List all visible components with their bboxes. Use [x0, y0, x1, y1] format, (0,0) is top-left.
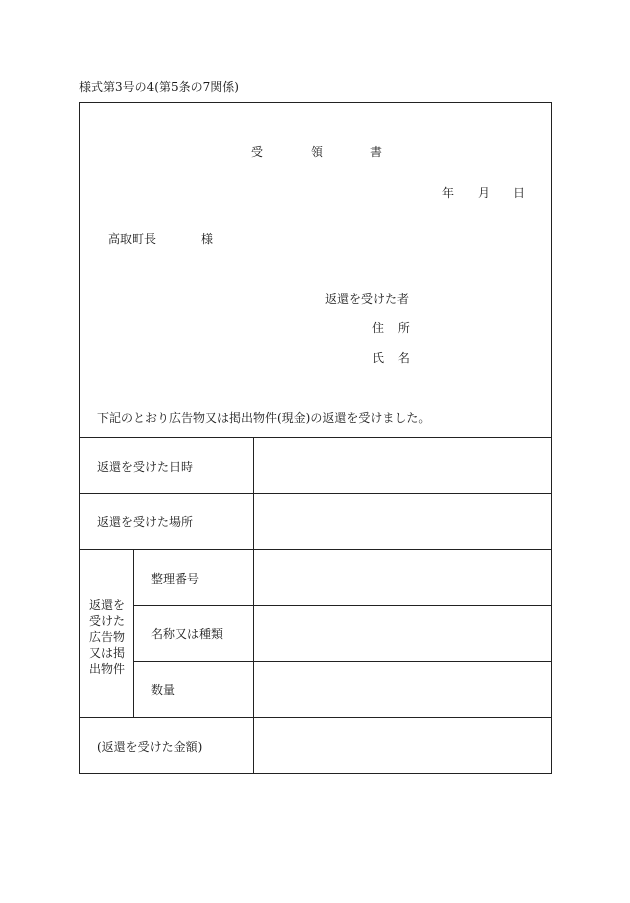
addressee-name: 高取町長 [108, 232, 157, 246]
row-label-datetime: 返還を受けた日時 [97, 460, 194, 474]
group-label-line-4: 又は掲 [88, 646, 125, 660]
group-label-line-3: 広告物 [88, 630, 125, 644]
title-char-2: 領 [311, 145, 324, 159]
title-char-3: 書 [370, 145, 383, 159]
group-label-line-2: 受けた [88, 614, 125, 628]
group-label-line-5: 出物件 [88, 662, 125, 676]
row-divider-5 [133, 661, 552, 662]
date-day: 日 [513, 186, 526, 200]
date-month: 月 [478, 186, 491, 200]
column-divider-group [133, 549, 134, 717]
date-year: 年 [442, 186, 455, 200]
group-label-line-1: 返還を [88, 598, 125, 612]
row-divider-4 [133, 605, 552, 606]
group-label-returned-items [81, 597, 133, 677]
sub-label-name: 名称又は種類 [151, 627, 224, 641]
row-divider-1 [79, 437, 552, 438]
row-divider-3 [79, 549, 552, 550]
row-label-amount: (返還を受けた金額) [97, 740, 203, 754]
sub-label-quantity: 数量 [151, 683, 176, 697]
form-frame [79, 102, 552, 774]
addressee-honorific: 様 [201, 232, 214, 246]
column-divider-main [253, 437, 254, 774]
recipient-name-label: 氏 名 [372, 351, 410, 365]
form-number-label: 様式第3号の4(第5条の7関係) [79, 80, 239, 94]
recipient-heading: 返還を受けた者 [325, 292, 410, 306]
title-char-1: 受 [251, 145, 264, 159]
sub-label-number: 整理番号 [151, 572, 200, 586]
row-label-place: 返還を受けた場所 [97, 515, 194, 529]
row-divider-2 [79, 493, 552, 494]
recipient-address-label: 住 所 [372, 321, 410, 335]
statement-text: 下記のとおり広告物又は掲出物件(現金)の返還を受けました。 [97, 411, 431, 425]
row-divider-6 [79, 717, 552, 718]
